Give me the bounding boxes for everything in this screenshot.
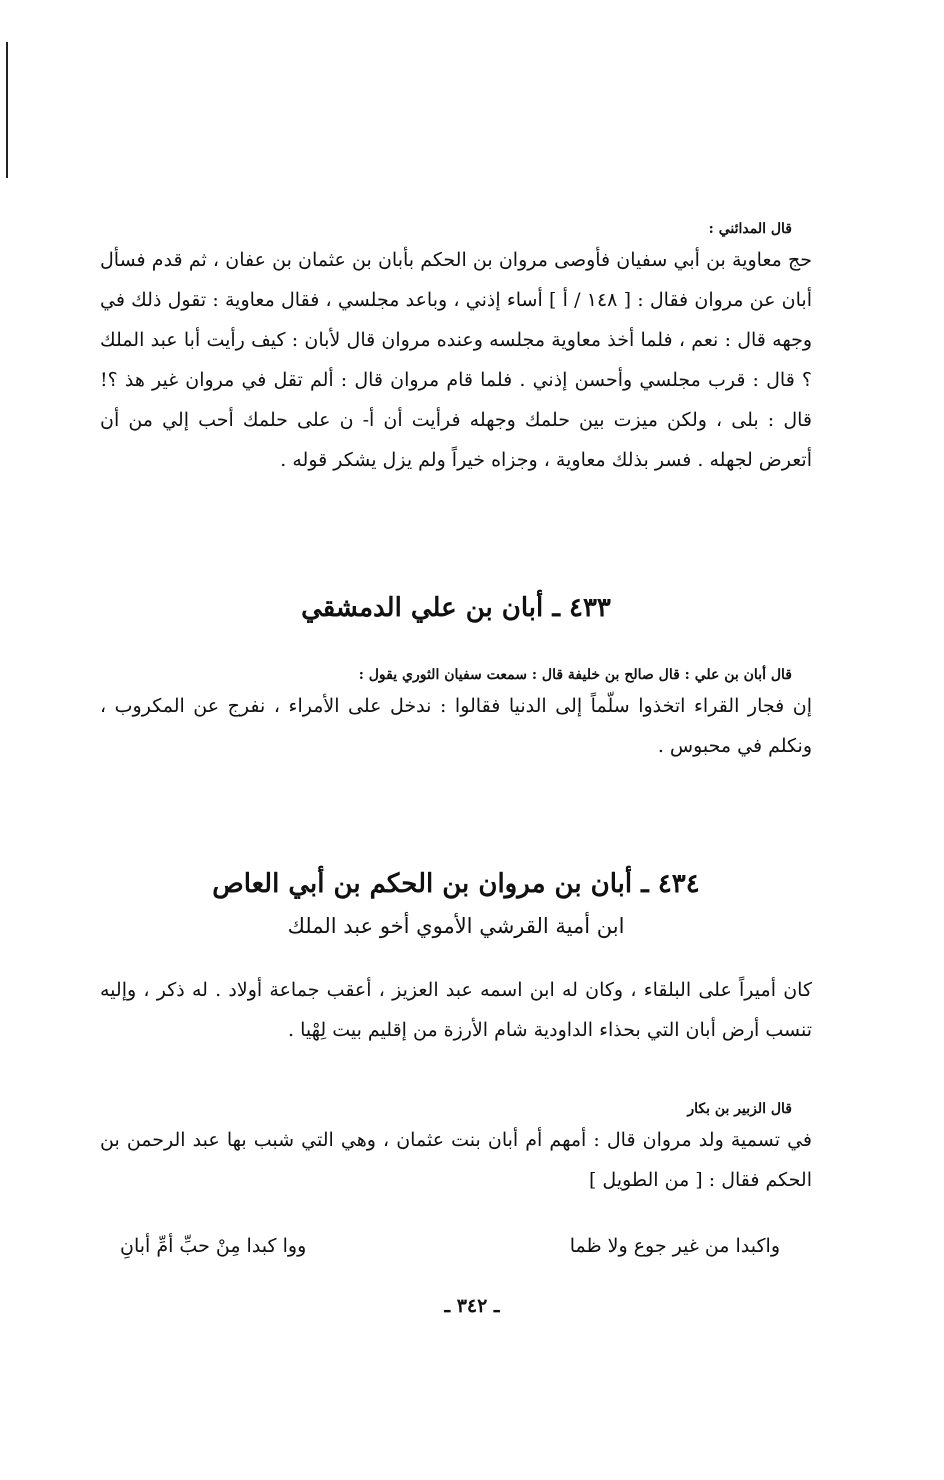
paragraph: كان أميراً على البلقاء ، وكان له ابن اسمه عبد العزيز ، أعقب جماعة أولاد . له ذكر ، وإليه تنسب أرض أبان التي بحذاء الداودية شام الأرزة من إقليم بيت لِهْيا . (100, 979, 812, 1041)
scan-margin-line (6, 42, 8, 178)
entry-heading-433: ٤٣٣ ـ أبان بن علي الدمشقي (301, 593, 611, 623)
section-433 (100, 664, 812, 766)
paragraph: حج معاوية بن أبي سفيان فأوصى مروان بن الحكم بأبان بن عثمان بن عفان ، ثم قدم فسأل أبان عن مروان فقال : [ ١٤٨ / أ ] أساء إذني ، وباعد مجلسي ، فقال معاوية : تقول ذلك في وجهه قال : نعم ، فلما أخذ معاوية مجلسه وعنده مروان قال لأبان : كيف رأيت أبا عبد الملك ؟ قال : قرب مجلسي وأحسن إذني . فلما قام مروان قال : ألم تقل في مروان غير هذ ؟! قال : بلى ، ولكن ميزت بين حلمك وجهله فرأيت أن أ- ن على حلمك أحب إلي من أن أتعرض لجهله . فسر بذلك معاوية ، وجزاه خيراً ولم يزل يشكر قوله . (100, 249, 812, 471)
entry-heading-434: ٤٣٤ ـ أبان بن مروان بن الحكم بن أبي العاص (212, 869, 700, 899)
paragraph: في تسمية ولد مروان قال : أمهم أم أبان بنت عثمان ، وهي التي شبب بها عبد الرحمن بن الحكم فقال : [ من الطويل ] (100, 1129, 812, 1191)
source-label: قال المدائني : (708, 221, 792, 237)
paragraph: إن فجار القراء اتخذوا سلّماً إلى الدنيا فقالوا : ندخل على الأمراء ، نفرج عن المكروب ، ونكلم في محبوس . (100, 695, 812, 757)
verse-first-hemistich: واكبدا من غير جوع ولا ظما (569, 1235, 780, 1257)
section-434-quote (100, 1098, 812, 1200)
page-number: ـ ٣٤٢ ـ (444, 1295, 500, 1317)
section-434-bio (100, 970, 812, 1050)
entry-subheading-434: ابن أمية القرشي الأموي أخو عبد الملك (287, 914, 625, 938)
poem-verse (120, 1230, 780, 1262)
verse-second-hemistich: ووا كبدا مِنْ حبِّ أمِّ أبانِ (120, 1235, 307, 1257)
source-label: قال الزبير بن بكار (687, 1101, 792, 1117)
source-label: قال أبان بن علي : قال صالح بن خليفة قال : سمعت سفيان الثوري يقول : (358, 667, 792, 683)
section-432 (100, 218, 812, 480)
